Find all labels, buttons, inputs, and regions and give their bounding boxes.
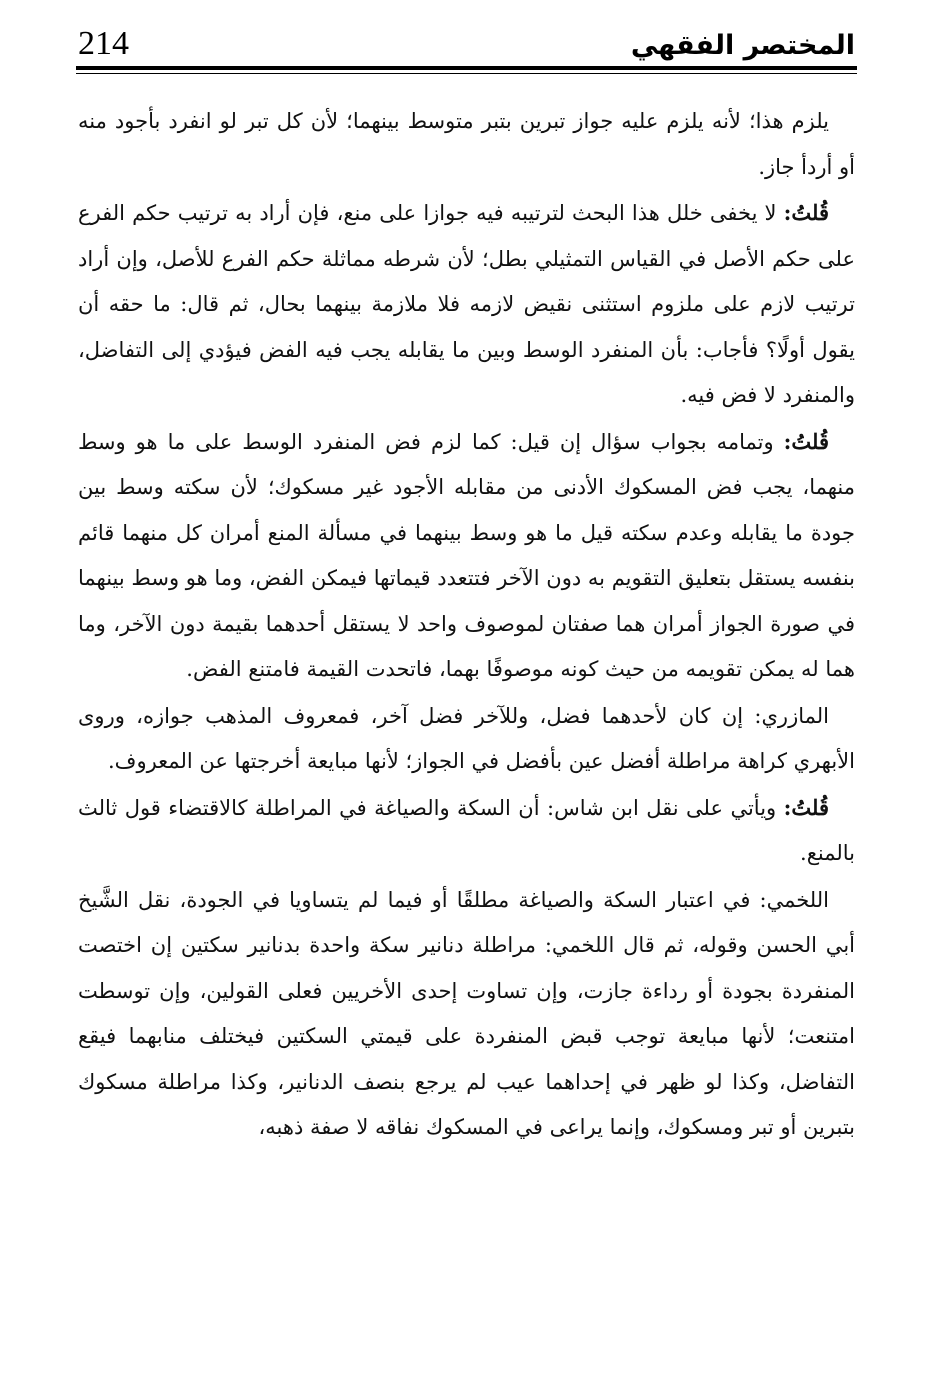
paragraph-text: اللخمي: في اعتبار السكة والصياغة مطلقًا أو فيما لم يتساويا في الجودة، نقل الشَّيخ أبي الحسن وقوله، ثم قال اللخمي: مراطلة دنانير سكة واحدة بدنانير سكتين إن اختصت المنفردة بجودة أو رداءة جازت، وإن تساوت إحدى الأخريين فعلى القولين، وإن توسطت امتنعت؛ لأنها مبايعة توجب قبض المنفردة على قيمتي السكتين فيختلف منابهما فيقع التفاضل، وكذا لو ظهر في إحداهما عيب لم يرجع بنصف الدنانير، وكذا مراطلة مسكوك بتبرين أو تبر ومسكوك، وإنما يراعى في المسكوك نفاقه لا صفة ذهبه، — [78, 887, 855, 1139]
paragraph-text: يلزم هذا؛ لأنه يلزم عليه جواز تبرين بتبر متوسط بينهما؛ لأن كل تبر لو انفرد بأجود منه أو أردأ جاز. — [78, 109, 855, 179]
paragraph-text: لا يخفى خلل هذا البحث لترتيبه فيه جوازا على منع، فإن أراد به ترتيب حكم الفرع على حكم الأصل في القياس التمثيلي بطل؛ لأن شرطه مماثلة حكم الفرع للأصل، وإن أراد ترتيب لازم على ملزوم استثنى نقيض لازمه فلا ملازمة بينهما بحال، ثم قال: ما حقه أن يقول أولًا؟ فأجاب: بأن المنفرد الوسط وبين ما يقابله يجب فيه الفض فيؤدي إلى التفاضل، والمنفرد لا فض فيه. — [78, 201, 855, 407]
paragraph — [78, 877, 855, 1151]
book-title: المختصر الفقهي — [630, 30, 855, 61]
paragraph-lead: قُلتُ: — [783, 200, 829, 225]
paragraph-lead: قُلتُ: — [783, 428, 829, 454]
paragraph — [78, 693, 855, 785]
page-number: 214 — [78, 25, 129, 62]
body-text — [78, 98, 855, 1151]
paragraph-lead: قُلتُ: — [783, 794, 829, 820]
paragraph-text: المازري: إن كان لأحدهما فضل، وللآخر فضل آخر، فمعروف المذهب جوازه، وروى الأبهري كراهة مراطلة أفضل عين بأفضل في الجواز؛ لأنها مبايعة أخرجتها عن المعروف. — [78, 703, 855, 773]
header-rule-thin — [76, 73, 857, 74]
paragraph — [78, 98, 855, 190]
paragraph — [78, 190, 855, 419]
running-header — [78, 24, 855, 68]
paragraph-text: ويأتي على نقل ابن شاس: أن السكة والصياغة في المراطلة كالاقتضاء قول ثالث بالمنع. — [78, 795, 855, 865]
paragraph — [78, 785, 855, 877]
paragraph — [78, 419, 855, 693]
paragraph-text: وتمامه بجواب سؤال إن قيل: كما لزم فض المنفرد الوسط على ما هو وسط منهما، يجب فض المسكوك الأدنى من مقابله الأجود غير مسكوك؛ لأن سكته وسط بين جودة ما يقابله وعدم سكته قيل ما هو وسط بينهما في مسألة المنع أمران كل منهما قائم بنفسه يستقل بتعليق التقويم به دون الآخر فتتعدد قيماتها فيمكن الفض، وما هو وسط بينهما في صورة الجواز أمران هما صفتان لموصوف واحد لا يستقل أحدهما بقيمة دون الآخر، وما هما له يمكن تقويمه من حيث كونه موصوفًا بهما، فاتحدت القيمة فامتنع الفض. — [78, 429, 855, 681]
header-rule-thick — [76, 66, 857, 70]
